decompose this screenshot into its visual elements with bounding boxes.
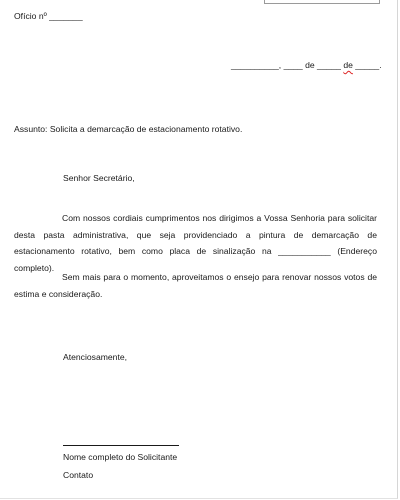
salutation: Senhor Secretário, [63, 173, 135, 183]
body-paragraph-2: Sem mais para o momento, aproveitamos o ensejo para renovar nossos votos de estima e consideração. [14, 272, 377, 299]
signature-line [63, 445, 179, 446]
date-period: . [379, 60, 382, 70]
oficio-label: Ofício nº [14, 11, 47, 21]
date-de-2: de [343, 60, 353, 70]
signature-contact-label: Contato [63, 470, 94, 480]
subject-line: Assunto: Solicita a demarcação de estacionamento rotativo. [14, 124, 243, 134]
date-day-blank: ____ [283, 60, 303, 70]
stamp-box [264, 0, 380, 4]
date-year-blank: _____ [355, 60, 380, 70]
body-paragraph-1: Com nossos cordiais cumprimentos nos dirigimos a Vossa Senhoria para solicitar desta pasta administrativa, que seja providenciado a pintura de demarcação de estacionamento rotativo, bem como placa de sinalização na ___________ (Endereço completo). [14, 213, 377, 273]
date-month-blank: _____ [317, 60, 341, 70]
date-de-1: de [305, 60, 315, 70]
signature-name-label: Nome completo do Solicitante [63, 452, 178, 462]
date-place-blank: __________ [231, 60, 279, 70]
date-comma: , [278, 60, 282, 70]
oficio-number-blank: _______ [49, 11, 83, 21]
oficio-line [14, 11, 83, 22]
closing: Atenciosamente, [63, 352, 128, 362]
stamp-box-label [271, 0, 285, 2]
date-line [231, 60, 382, 71]
